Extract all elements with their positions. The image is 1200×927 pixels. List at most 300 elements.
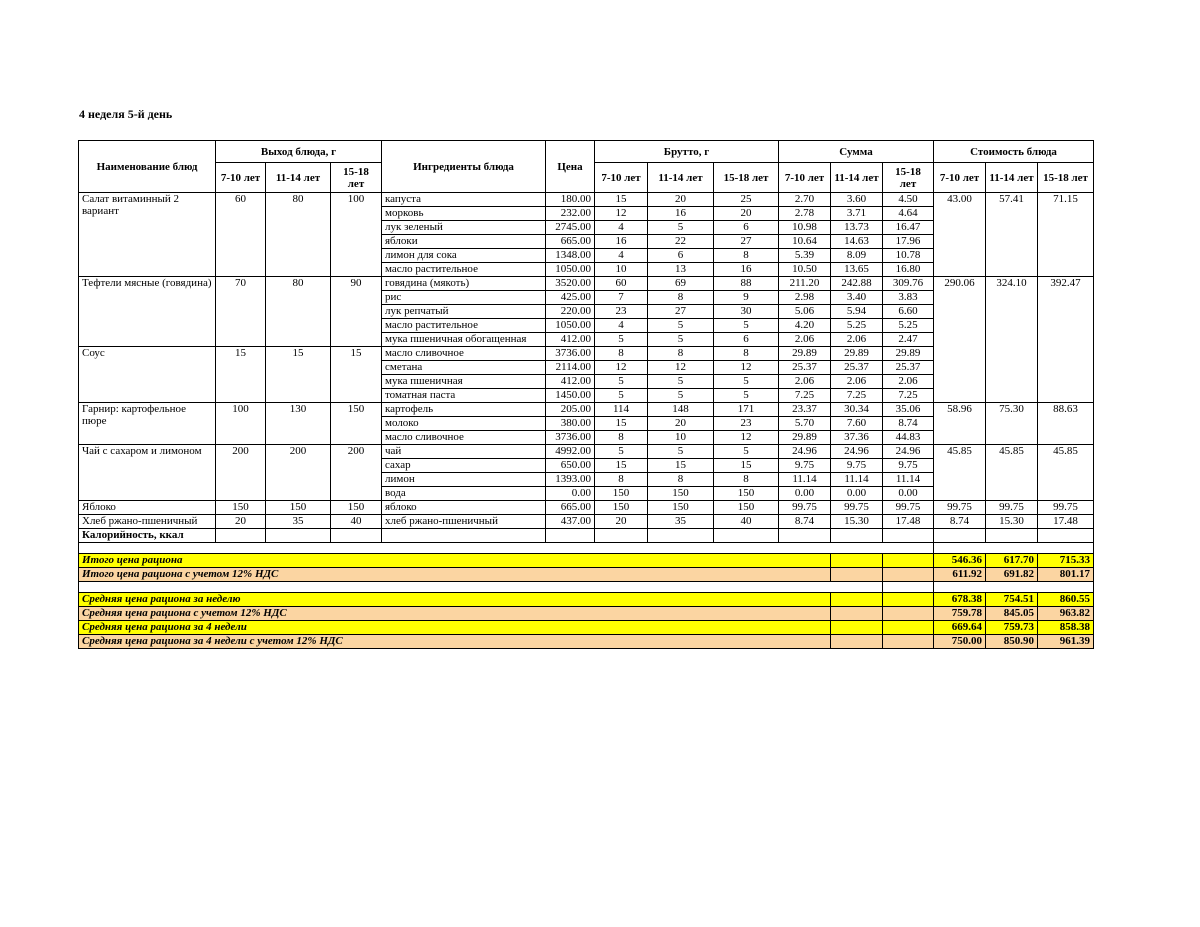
sum-value: 8.74: [883, 417, 934, 431]
sum-value: 24.96: [883, 445, 934, 459]
gross-value: 27: [648, 305, 714, 319]
gross-value: 23: [595, 305, 648, 319]
ingredient-name: лук репчатый: [382, 305, 546, 319]
gross-value: 5: [648, 375, 714, 389]
dish-cost-value: 58.96: [934, 403, 986, 445]
table-body: [79, 193, 1094, 649]
age-header: 11-14 лет: [648, 163, 714, 193]
ingredient-name: чай: [382, 445, 546, 459]
dish-cost-value: 392.47: [1038, 277, 1094, 403]
sum-value: 25.37: [883, 361, 934, 375]
summary-value: 546.36: [934, 554, 986, 568]
sum-value: 24.96: [831, 445, 883, 459]
sum-value: 2.06: [883, 375, 934, 389]
sum-value: 2.47: [883, 333, 934, 347]
sum-value: 211.20: [779, 277, 831, 291]
gross-value: 7: [595, 291, 648, 305]
output-value: 60: [216, 193, 266, 277]
gross-value: 8: [595, 473, 648, 487]
sum-value: 4.20: [779, 319, 831, 333]
gross-value: 20: [648, 193, 714, 207]
gross-value: 20: [595, 515, 648, 529]
output-value: 130: [266, 403, 331, 445]
gross-value: 15: [595, 417, 648, 431]
ingredient-name: картофель: [382, 403, 546, 417]
price-value: 3520.00: [546, 277, 595, 291]
gross-value: 150: [648, 501, 714, 515]
age-header: 11-14 лет: [986, 163, 1038, 193]
summary-row: [79, 607, 1094, 621]
price-value: 205.00: [546, 403, 595, 417]
empty-cell: [883, 593, 934, 607]
col-header-output: Выход блюда, г: [216, 141, 382, 163]
sum-value: 0.00: [883, 487, 934, 501]
summary-label: Итого цена рациона с учетом 12% НДС: [79, 568, 831, 582]
sum-value: 11.14: [779, 473, 831, 487]
gross-value: 5: [648, 319, 714, 333]
sum-value: 13.65: [831, 263, 883, 277]
age-header: 15-18 лет: [714, 163, 779, 193]
output-value: 70: [216, 277, 266, 347]
gross-value: 10: [595, 263, 648, 277]
sum-value: 29.89: [779, 431, 831, 445]
dish-ingredient-row: [79, 403, 1094, 417]
dish-cost-value: 88.63: [1038, 403, 1094, 445]
dish-cost-value: 43.00: [934, 193, 986, 277]
age-header: 7-10 лет: [779, 163, 831, 193]
gross-value: 5: [595, 375, 648, 389]
gross-value: 5: [714, 389, 779, 403]
empty-cell: [331, 529, 382, 543]
gross-value: 12: [595, 361, 648, 375]
output-value: 100: [216, 403, 266, 445]
empty-cell: [382, 529, 546, 543]
col-header-ingredients: Ингредиенты блюда: [382, 141, 546, 193]
gross-value: 15: [714, 459, 779, 473]
ingredient-name: рис: [382, 291, 546, 305]
gross-value: 69: [648, 277, 714, 291]
age-header: 15-18 лет: [331, 163, 382, 193]
gross-value: 16: [648, 207, 714, 221]
price-value: 232.00: [546, 207, 595, 221]
price-value: 2114.00: [546, 361, 595, 375]
gross-value: 15: [595, 459, 648, 473]
dish-name: Хлеб ржано-пшеничный: [79, 515, 216, 529]
ingredient-name: говядина (мякоть): [382, 277, 546, 291]
summary-label: Итого цена рациона: [79, 554, 831, 568]
spacer-cell: [79, 582, 883, 593]
ingredient-name: масло сливочное: [382, 347, 546, 361]
calorie-row: [79, 529, 1094, 543]
sum-value: 7.60: [831, 417, 883, 431]
output-value: 150: [331, 501, 382, 515]
output-value: 20: [216, 515, 266, 529]
ingredient-name: лимон для сока: [382, 249, 546, 263]
sum-value: 24.96: [779, 445, 831, 459]
dish-cost-value: 99.75: [986, 501, 1038, 515]
gross-value: 30: [714, 305, 779, 319]
sum-value: 7.25: [779, 389, 831, 403]
gross-value: 5: [595, 333, 648, 347]
output-value: 200: [216, 445, 266, 501]
output-value: 80: [266, 277, 331, 347]
gross-value: 8: [714, 473, 779, 487]
ingredient-name: хлеб ржано-пшеничный: [382, 515, 546, 529]
dish-name: Чай с сахаром и лимоном: [79, 445, 216, 501]
sum-value: 3.60: [831, 193, 883, 207]
empty-cell: [883, 607, 934, 621]
sum-value: 30.34: [831, 403, 883, 417]
summary-row: [79, 621, 1094, 635]
gross-value: 150: [648, 487, 714, 501]
sum-value: 9.75: [779, 459, 831, 473]
summary-value: 715.33: [1038, 554, 1094, 568]
output-value: 100: [331, 193, 382, 277]
sum-value: 25.37: [831, 361, 883, 375]
price-value: 412.00: [546, 375, 595, 389]
gross-value: 148: [648, 403, 714, 417]
gross-value: 5: [714, 445, 779, 459]
sum-value: 99.75: [779, 501, 831, 515]
table-header: [79, 141, 1094, 193]
empty-cell: [831, 607, 883, 621]
output-value: 150: [216, 501, 266, 515]
gross-value: 12: [648, 361, 714, 375]
sum-value: 9.75: [831, 459, 883, 473]
gross-value: 4: [595, 249, 648, 263]
sum-value: 0.00: [779, 487, 831, 501]
sum-value: 17.96: [883, 235, 934, 249]
ingredient-name: масло растительное: [382, 263, 546, 277]
page-title: 4 неделя 5-й день: [79, 107, 173, 121]
ingredient-name: лук зеленый: [382, 221, 546, 235]
gross-value: 8: [648, 473, 714, 487]
sum-value: 29.89: [779, 347, 831, 361]
gross-value: 6: [648, 249, 714, 263]
empty-cell: [986, 529, 1038, 543]
dish-cost-value: 57.41: [986, 193, 1038, 277]
gross-value: 15: [595, 193, 648, 207]
sum-value: 11.14: [831, 473, 883, 487]
empty-cell: [883, 554, 934, 568]
price-value: 0.00: [546, 487, 595, 501]
dish-ingredient-row: [79, 445, 1094, 459]
dish-cost-value: 99.75: [1038, 501, 1094, 515]
gross-value: 5: [595, 389, 648, 403]
sum-value: 16.80: [883, 263, 934, 277]
gross-value: 8: [714, 347, 779, 361]
output-value: 15: [266, 347, 331, 403]
gross-value: 22: [648, 235, 714, 249]
summary-value: 750.00: [934, 635, 986, 649]
menu-cost-table: [78, 140, 1094, 649]
gross-value: 5: [648, 445, 714, 459]
gross-value: 150: [714, 487, 779, 501]
sum-value: 4.50: [883, 193, 934, 207]
gross-value: 5: [648, 389, 714, 403]
dish-name: Салат витаминный 2 вариант: [79, 193, 216, 277]
dish-ingredient-row: [79, 193, 1094, 207]
price-value: 1393.00: [546, 473, 595, 487]
sum-value: 10.50: [779, 263, 831, 277]
gross-value: 23: [714, 417, 779, 431]
sum-value: 10.64: [779, 235, 831, 249]
gross-value: 15: [648, 459, 714, 473]
dish-cost-value: 45.85: [1038, 445, 1094, 501]
gross-value: 5: [595, 445, 648, 459]
empty-cell: [546, 529, 595, 543]
age-header: 7-10 лет: [934, 163, 986, 193]
age-header: 7-10 лет: [216, 163, 266, 193]
gross-value: 35: [648, 515, 714, 529]
dish-cost-value: 75.30: [986, 403, 1038, 445]
gross-value: 4: [595, 221, 648, 235]
empty-cell: [216, 529, 266, 543]
sum-value: 2.70: [779, 193, 831, 207]
gross-value: 12: [714, 431, 779, 445]
dish-cost-value: 17.48: [1038, 515, 1094, 529]
gross-value: 6: [714, 221, 779, 235]
dish-name: Яблоко: [79, 501, 216, 515]
gross-value: 8: [648, 291, 714, 305]
sum-value: 35.06: [883, 403, 934, 417]
price-value: 425.00: [546, 291, 595, 305]
gross-value: 114: [595, 403, 648, 417]
col-header-gross: Брутто, г: [595, 141, 779, 163]
price-value: 665.00: [546, 501, 595, 515]
gross-value: 150: [714, 501, 779, 515]
sum-value: 29.89: [831, 347, 883, 361]
sum-value: 5.70: [779, 417, 831, 431]
ingredient-name: сметана: [382, 361, 546, 375]
summary-value: 801.17: [1038, 568, 1094, 582]
sum-value: 29.89: [883, 347, 934, 361]
gross-value: 8: [595, 347, 648, 361]
empty-cell: [883, 621, 934, 635]
age-header: 15-18 лет: [883, 163, 934, 193]
sum-value: 16.47: [883, 221, 934, 235]
ingredient-name: мука пшеничная обогащенная: [382, 333, 546, 347]
price-value: 650.00: [546, 459, 595, 473]
dish-ingredient-row: [79, 501, 1094, 515]
empty-cell: [1038, 529, 1094, 543]
gross-value: 25: [714, 193, 779, 207]
dish-cost-value: 71.15: [1038, 193, 1094, 277]
gross-value: 4: [595, 319, 648, 333]
sum-value: 7.25: [883, 389, 934, 403]
ingredient-name: капуста: [382, 193, 546, 207]
summary-value: 860.55: [1038, 593, 1094, 607]
sum-value: 10.98: [779, 221, 831, 235]
spacer-cell: [79, 543, 934, 554]
gross-value: 150: [595, 501, 648, 515]
price-value: 665.00: [546, 235, 595, 249]
sum-value: 2.06: [831, 333, 883, 347]
empty-cell: [831, 554, 883, 568]
ingredient-name: яблоко: [382, 501, 546, 515]
empty-cell: [831, 593, 883, 607]
age-header: 11-14 лет: [831, 163, 883, 193]
sum-value: 5.25: [831, 319, 883, 333]
dish-cost-value: 45.85: [934, 445, 986, 501]
ingredient-name: томатная паста: [382, 389, 546, 403]
price-value: 1050.00: [546, 319, 595, 333]
dish-cost-value: 290.06: [934, 277, 986, 403]
empty-cell: [648, 529, 714, 543]
price-value: 1348.00: [546, 249, 595, 263]
sum-value: 13.73: [831, 221, 883, 235]
dish-cost-value: 15.30: [986, 515, 1038, 529]
summary-value: 858.38: [1038, 621, 1094, 635]
price-value: 3736.00: [546, 347, 595, 361]
gross-value: 5: [714, 375, 779, 389]
dish-name: Тефтели мясные (говядина): [79, 277, 216, 347]
sum-value: 3.71: [831, 207, 883, 221]
output-value: 80: [266, 193, 331, 277]
gross-value: 9: [714, 291, 779, 305]
summary-row: [79, 554, 1094, 568]
output-value: 35: [266, 515, 331, 529]
sum-value: 7.25: [831, 389, 883, 403]
sum-value: 17.48: [883, 515, 934, 529]
gross-value: 12: [595, 207, 648, 221]
price-value: 180.00: [546, 193, 595, 207]
ingredient-name: масло растительное: [382, 319, 546, 333]
sum-value: 25.37: [779, 361, 831, 375]
ingredient-name: яблоки: [382, 235, 546, 249]
age-header: 7-10 лет: [595, 163, 648, 193]
ingredient-name: масло сливочное: [382, 431, 546, 445]
summary-label: Средняя цена рациона с учетом 12% НДС: [79, 607, 831, 621]
empty-cell: [831, 635, 883, 649]
gross-value: 8: [714, 249, 779, 263]
price-value: 1450.00: [546, 389, 595, 403]
summary-value: 961.39: [1038, 635, 1094, 649]
dish-cost-value: 45.85: [986, 445, 1038, 501]
sum-value: 3.83: [883, 291, 934, 305]
col-header-sum: Сумма: [779, 141, 934, 163]
empty-cell: [934, 543, 1094, 554]
output-value: 200: [266, 445, 331, 501]
dish-cost-value: 324.10: [986, 277, 1038, 403]
summary-value: 963.82: [1038, 607, 1094, 621]
summary-value: 617.70: [986, 554, 1038, 568]
sum-value: 2.06: [831, 375, 883, 389]
summary-value: 754.51: [986, 593, 1038, 607]
summary-value: 850.90: [986, 635, 1038, 649]
header-group-row: [79, 141, 1094, 163]
age-header: 15-18 лет: [1038, 163, 1094, 193]
ingredient-name: сахар: [382, 459, 546, 473]
empty-cell: [595, 529, 648, 543]
price-value: 4992.00: [546, 445, 595, 459]
summary-label: Средняя цена рациона за 4 недели: [79, 621, 831, 635]
sum-value: 99.75: [831, 501, 883, 515]
empty-cell: [266, 529, 331, 543]
summary-value: 669.64: [934, 621, 986, 635]
gross-value: 6: [714, 333, 779, 347]
sum-value: 99.75: [883, 501, 934, 515]
gross-value: 20: [714, 207, 779, 221]
summary-row: [79, 635, 1094, 649]
gross-value: 88: [714, 277, 779, 291]
summary-row: [79, 593, 1094, 607]
price-value: 2745.00: [546, 221, 595, 235]
output-value: 15: [331, 347, 382, 403]
gross-value: 20: [648, 417, 714, 431]
dish-name: Гарнир: картофельное пюре: [79, 403, 216, 445]
gross-value: 8: [648, 347, 714, 361]
sum-value: 10.78: [883, 249, 934, 263]
sum-value: 2.06: [779, 333, 831, 347]
sum-value: 8.09: [831, 249, 883, 263]
col-header-price: Цена: [546, 141, 595, 193]
empty-cell: [831, 529, 883, 543]
sum-value: 2.06: [779, 375, 831, 389]
summary-value: 759.73: [986, 621, 1038, 635]
output-value: 200: [331, 445, 382, 501]
empty-cell: [934, 582, 1094, 593]
price-value: 380.00: [546, 417, 595, 431]
sum-value: 2.78: [779, 207, 831, 221]
empty-cell: [883, 582, 934, 593]
sum-value: 37.36: [831, 431, 883, 445]
dish-cost-value: 8.74: [934, 515, 986, 529]
summary-label: Средняя цена рациона за 4 недели с учетом 12% НДС: [79, 635, 831, 649]
sum-value: 4.64: [883, 207, 934, 221]
price-value: 437.00: [546, 515, 595, 529]
sum-value: 2.98: [779, 291, 831, 305]
dish-cost-value: 99.75: [934, 501, 986, 515]
gross-value: 150: [595, 487, 648, 501]
ingredient-name: морковь: [382, 207, 546, 221]
output-value: 15: [216, 347, 266, 403]
dish-ingredient-row: [79, 277, 1094, 291]
sum-value: 5.94: [831, 305, 883, 319]
summary-value: 678.38: [934, 593, 986, 607]
sum-value: 8.74: [779, 515, 831, 529]
spacer-row: [79, 543, 1094, 554]
ingredient-name: мука пшеничная: [382, 375, 546, 389]
sum-value: 5.39: [779, 249, 831, 263]
summary-row: [79, 568, 1094, 582]
ingredient-name: вода: [382, 487, 546, 501]
sum-value: 44.83: [883, 431, 934, 445]
sum-value: 3.40: [831, 291, 883, 305]
gross-value: 5: [648, 333, 714, 347]
sum-value: 14.63: [831, 235, 883, 249]
gross-value: 8: [595, 431, 648, 445]
empty-cell: [934, 529, 986, 543]
sum-value: 6.60: [883, 305, 934, 319]
ingredient-name: лимон: [382, 473, 546, 487]
gross-value: 5: [648, 221, 714, 235]
empty-cell: [883, 568, 934, 582]
spacer-row: [79, 582, 1094, 593]
output-value: 150: [331, 403, 382, 445]
empty-cell: [831, 621, 883, 635]
summary-label: Средняя цена рациона за неделю: [79, 593, 831, 607]
calorie-label: Калорийность, ккал: [79, 529, 216, 543]
sum-value: 0.00: [831, 487, 883, 501]
sum-value: 15.30: [831, 515, 883, 529]
output-value: 150: [266, 501, 331, 515]
gross-value: 40: [714, 515, 779, 529]
empty-cell: [779, 529, 831, 543]
gross-value: 16: [714, 263, 779, 277]
gross-value: 10: [648, 431, 714, 445]
gross-value: 27: [714, 235, 779, 249]
